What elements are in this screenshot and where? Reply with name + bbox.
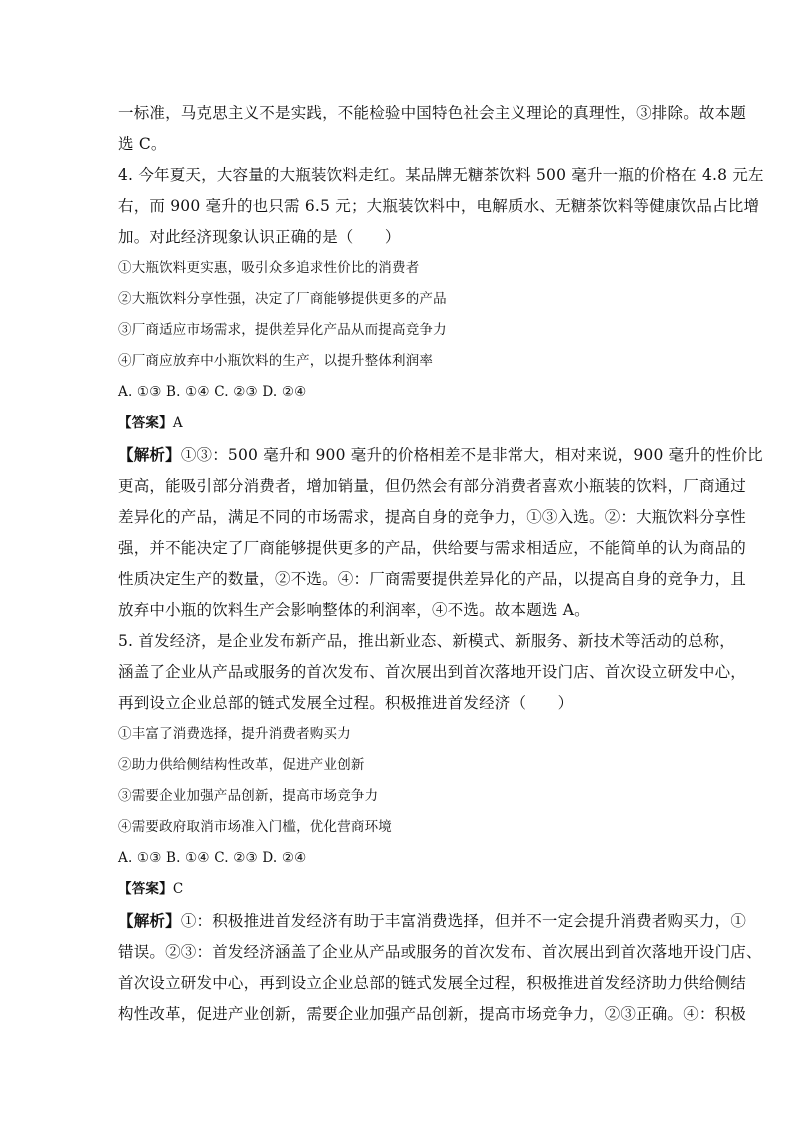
answer-label: 【答案】 [118, 415, 173, 431]
question-item: ④厂商应放弃中小瓶饮料的生产，以提升整体利润率 [118, 353, 434, 369]
question-item: ①大瓶饮料更实惠，吸引众多追求性价比的消费者 [118, 260, 420, 276]
analysis-line: 强，并不能决定了厂商能够提供更多的产品，供给要与需求相适应，不能简单的认为商品的 [118, 539, 747, 557]
analysis-line: 错误。②③：首发经济涵盖了企业从产品或服务的首次发布、首次展出到首次落地开设门店、 [118, 943, 762, 961]
answer-value: C [172, 881, 184, 897]
question-item: ③厂商适应市场需求，提供差异化产品从而提高竞争力 [118, 322, 447, 338]
analysis-line [118, 905, 747, 937]
answer-line [118, 874, 688, 905]
continuation-line: 一标准，马克思主义不是实践，不能检验中国特色社会主义理论的真理性，③排除。故本题 [118, 104, 747, 122]
question-stem-line: 再到设立企业总部的链式发展全过程。积极推进首发经济（ ） [118, 694, 574, 712]
document-page [118, 98, 764, 1030]
question-item: ②助力供给侧结构性改革，促进产业创新 [118, 757, 365, 773]
answer-line [118, 408, 688, 439]
answer-value: A [172, 415, 183, 431]
question-4 [118, 160, 764, 626]
question-item: ①丰富了消费选择，提升消费者购买力 [118, 726, 351, 742]
analysis-line [118, 439, 763, 471]
question-item: ②大瓶饮料分享性强，决定了厂商能够提供更多的产品 [118, 291, 447, 307]
analysis-line: 首次设立研发中心，再到设立企业总部的链式发展全过程，积极推进首发经济助力供给侧结 [118, 974, 747, 992]
question-item: ④需要政府取消市场准入门槛，优化营商环境 [118, 819, 392, 835]
analysis-line: 构性改革，促进产业创新，需要企业加强产品创新，提高市场竞争力，②③正确。④：积极 [118, 1005, 747, 1023]
answer-options: A. ①③ B. ①④ C. ②③ D. ②④ [118, 384, 307, 400]
continuation-line: 选 C。 [118, 135, 167, 153]
analysis-text: ①：积极推进首发经济有助于丰富消费选择，但并不一定会提升消费者购买力，① [180, 912, 747, 930]
question-stem-line: 5. 首发经济，是企业发布新产品，推出新业态、新模式、新服务、新技术等活动的总称， [118, 632, 735, 650]
analysis-text: ①③：500 毫升和 900 毫升的价格相差不是非常大，相对来说，900 毫升的性价比 [180, 446, 763, 464]
analysis-line: 差异化的产品，满足不同的市场需求，提高自身的竞争力，①③入选。②：大瓶饮料分享性 [118, 508, 747, 526]
question-stem-line: 加。对此经济现象认识正确的是（ ） [118, 228, 401, 246]
analysis-label: 【解析】 [118, 911, 181, 930]
question-stem-line: 4. 今年夏天，大容量的大瓶装饮料走红。某品牌无糖茶饮料 500 毫升一瓶的价格在 4.8 元左 [118, 166, 764, 184]
question-item: ③需要企业加强产品创新，提高市场竞争力 [118, 788, 379, 804]
question-5 [118, 626, 762, 1030]
question-stem-line: 涵盖了企业从产品或服务的首次发布、首次展出到首次落地开设门店、首次设立研发中心， [118, 663, 747, 681]
analysis-label: 【解析】 [118, 445, 181, 464]
question-stem-line: 右，而 900 毫升的也只需 6.5 元；大瓶装饮料中，电解质水、无糖茶饮料等健康饮品占比增 [118, 197, 760, 215]
analysis-line: 放弃中小瓶的饮料生产会影响整体的利润率，④不选。故本题选 A。 [118, 601, 590, 619]
analysis-line: 更高，能吸引部分消费者，增加销量，但仍然会有部分消费者喜欢小瓶装的饮料，厂商通过 [118, 477, 747, 495]
answer-label: 【答案】 [118, 881, 173, 897]
answer-options: A. ①③ B. ①④ C. ②③ D. ②④ [118, 850, 307, 866]
analysis-line: 性质决定生产的数量，②不选。④：厂商需要提供差异化的产品，以提高自身的竞争力，且 [118, 570, 747, 588]
